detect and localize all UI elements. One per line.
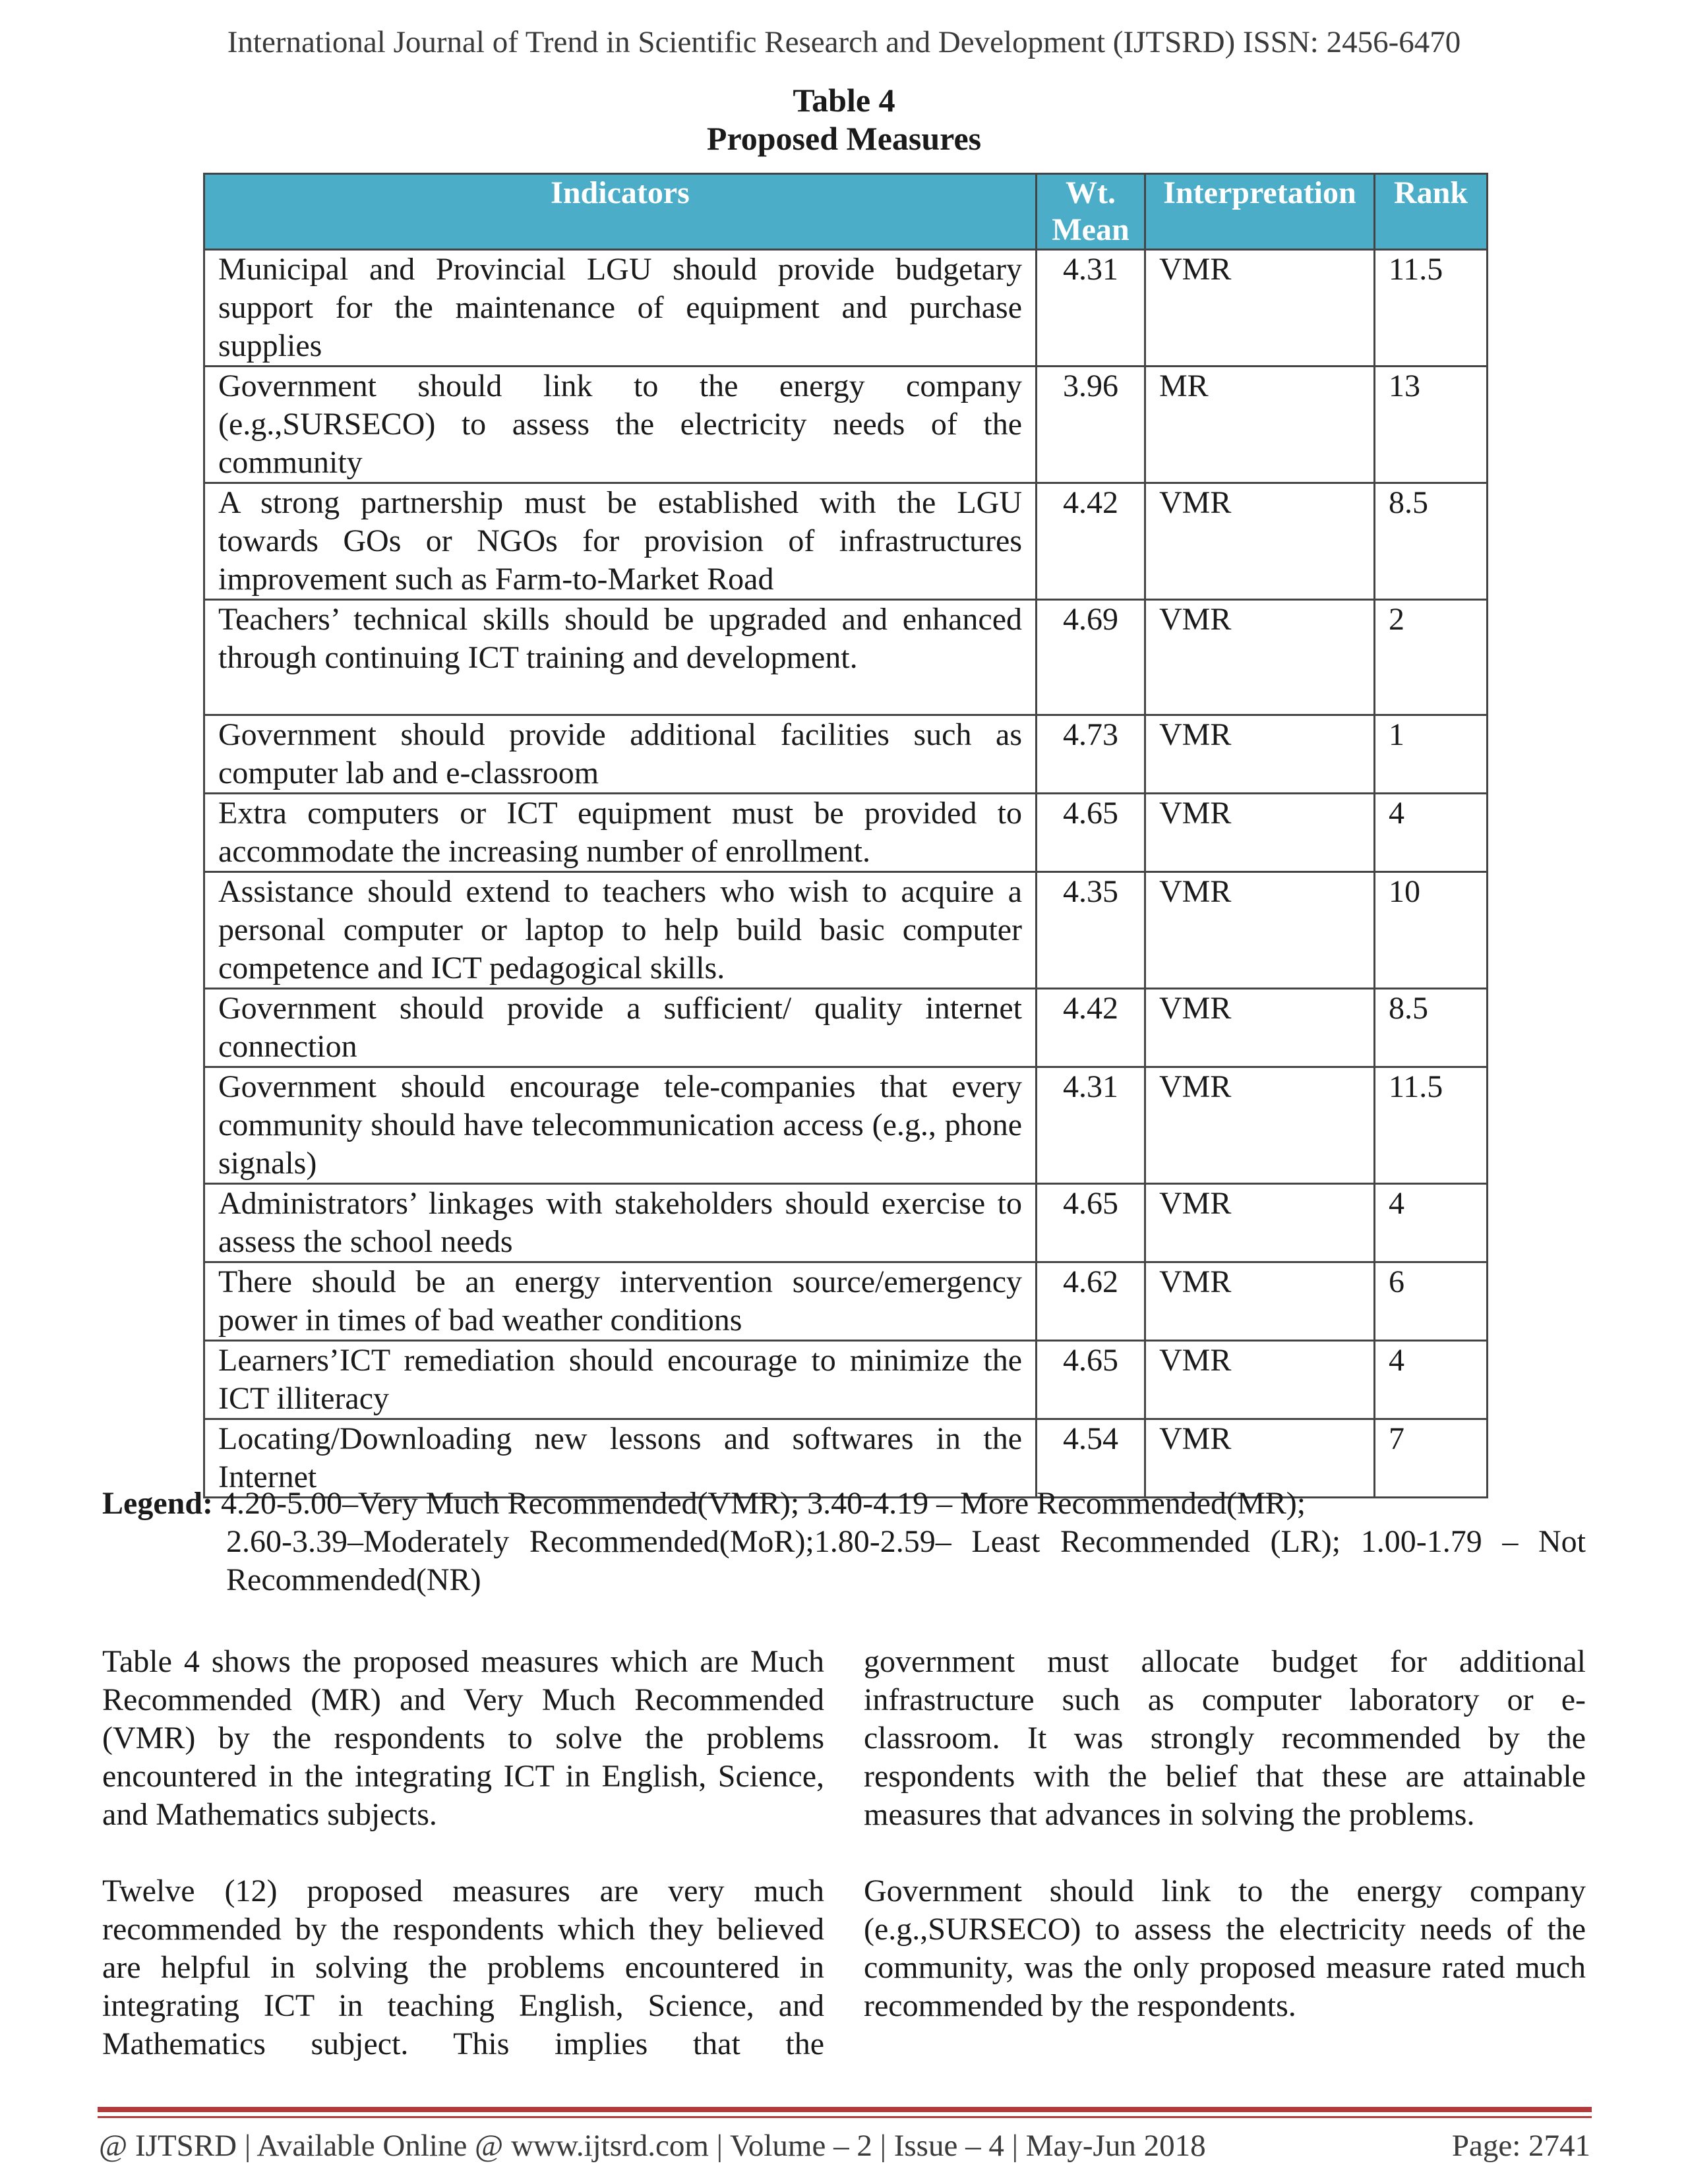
cell-rank: 6 <box>1375 1262 1488 1341</box>
table-number: Table 4 <box>793 82 895 119</box>
cell-indicator: Government should provide a sufficient/ quality internet connection <box>204 989 1037 1067</box>
page-number: Page: 2741 <box>1451 2129 1590 2163</box>
table-row <box>204 989 1488 1067</box>
cell-rank: 11.5 <box>1375 1067 1488 1184</box>
table-header-row <box>204 174 1488 250</box>
body-paragraph: government must allocate budget for additional infrastructure such as computer laboratory or e-classroom. It was strongly recommended by the respondents with the belief that these are attainable measures that advances in solving the problems. <box>864 1644 1586 1832</box>
cell-indicator: There should be an energy intervention source/emergency power in times of bad weather conditions <box>204 1262 1037 1341</box>
cell-interpretation: VMR <box>1145 1262 1375 1341</box>
table-row <box>204 1341 1488 1419</box>
cell-indicator: Government should encourage tele-companies that every community should have telecommunication access (e.g., phone signals) <box>204 1067 1037 1184</box>
cell-indicator: Teachers’ technical skills should be upgraded and enhanced through continuing ICT training and development. <box>204 600 1037 715</box>
cell-rank: 8.5 <box>1375 989 1488 1067</box>
cell-wt-mean: 4.65 <box>1037 1341 1145 1419</box>
cell-wt-mean: 4.73 <box>1037 715 1145 794</box>
body-paragraph: Table 4 shows the proposed measures which are Much Recommended (MR) and Very Much Recommended (VMR) by the respondents to solve the problems encountered in the integrating ICT in English, Science, and Mathematics subjects. <box>102 1644 824 1832</box>
cell-interpretation: VMR <box>1145 483 1375 600</box>
cell-indicator: Learners’ICT remediation should encourage to minimize the ICT illiteracy <box>204 1341 1037 1419</box>
table-row <box>204 483 1488 600</box>
cell-interpretation: VMR <box>1145 1184 1375 1262</box>
cell-wt-mean: 3.96 <box>1037 367 1145 483</box>
table-row <box>204 1262 1488 1341</box>
cell-indicator: Extra computers or ICT equipment must be provided to accommodate the increasing number of enrollment. <box>204 794 1037 872</box>
body-column-left <box>102 1643 824 2102</box>
legend <box>102 1485 1586 1599</box>
table-row <box>204 1184 1488 1262</box>
cell-rank: 10 <box>1375 872 1488 989</box>
footer-info: @ IJTSRD | Available Online @ www.ijtsrd.com | Volume – 2 | Issue – 4 | May-Jun 2018 <box>99 2129 1206 2163</box>
cell-interpretation: VMR <box>1145 715 1375 794</box>
cell-rank: 8.5 <box>1375 483 1488 600</box>
cell-interpretation: VMR <box>1145 794 1375 872</box>
footer-rule-thin <box>98 2116 1592 2118</box>
cell-rank: 11.5 <box>1375 250 1488 367</box>
cell-rank: 7 <box>1375 1419 1488 1498</box>
table-row <box>204 367 1488 483</box>
cell-interpretation: VMR <box>1145 1341 1375 1419</box>
legend-label: Legend: <box>102 1486 213 1521</box>
cell-wt-mean: 4.42 <box>1037 989 1145 1067</box>
body-paragraph: Government should link to the energy company (e.g.,SURSECO) to assess the electricity needs of the community, was the only proposed measure rated much recommended by the respondents. <box>864 1874 1586 2023</box>
table-title: Proposed Measures <box>706 120 982 157</box>
cell-wt-mean: 4.69 <box>1037 600 1145 715</box>
table-row <box>204 872 1488 989</box>
table-row <box>204 1067 1488 1184</box>
cell-wt-mean: 4.31 <box>1037 250 1145 367</box>
body-paragraph: Twelve (12) proposed measures are very much recommended by the respondents which they believed are helpful in solving the problems encountered in integrating ICT in teaching English, Science, and Mathematics subject. This implies that the <box>102 1874 824 2061</box>
cell-interpretation: MR <box>1145 367 1375 483</box>
cell-wt-mean: 4.65 <box>1037 1184 1145 1262</box>
legend-line-2: 2.60-3.39–Moderately Recommended(MoR);1.80-2.59– Least Recommended (LR); 1.00-1.79 – Not Recommended(NR) <box>226 1524 1586 1597</box>
cell-rank: 4 <box>1375 794 1488 872</box>
cell-rank: 1 <box>1375 715 1488 794</box>
table-row <box>204 715 1488 794</box>
cell-interpretation: VMR <box>1145 1067 1375 1184</box>
table-row <box>204 600 1488 715</box>
cell-indicator: Municipal and Provincial LGU should provide budgetary support for the maintenance of equipment and purchase supplies <box>204 250 1037 367</box>
column-header-indicators: Indicators <box>204 174 1037 250</box>
cell-wt-mean: 4.35 <box>1037 872 1145 989</box>
cell-wt-mean: 4.62 <box>1037 1262 1145 1341</box>
cell-indicator: Assistance should extend to teachers who wish to acquire a personal computer or laptop to help build basic computer competence and ICT pedagogical skills. <box>204 872 1037 989</box>
cell-indicator: A strong partnership must be established with the LGU towards GOs or NGOs for provision of infrastructures improvement such as Farm-to-Market Road <box>204 483 1037 600</box>
body-column-right <box>864 1643 1586 2063</box>
column-header-rank: Rank <box>1375 174 1488 250</box>
table-row <box>204 250 1488 367</box>
cell-rank: 4 <box>1375 1184 1488 1262</box>
cell-wt-mean: 4.31 <box>1037 1067 1145 1184</box>
proposed-measures-table <box>203 173 1488 1498</box>
legend-line-1: 4.20-5.00–Very Much Recommended(VMR); 3.40-4.19 – More Recommended(MR); <box>221 1486 1306 1521</box>
cell-interpretation: VMR <box>1145 600 1375 715</box>
cell-rank: 13 <box>1375 367 1488 483</box>
column-header-interpretation: Interpretation <box>1145 174 1375 250</box>
cell-interpretation: VMR <box>1145 989 1375 1067</box>
column-header-wt-mean: Wt. Mean <box>1037 174 1145 250</box>
journal-header: International Journal of Trend in Scientific Research and Development (IJTSRD) ISSN: 2456-6470 <box>227 25 1461 59</box>
cell-wt-mean: 4.42 <box>1037 483 1145 600</box>
cell-rank: 2 <box>1375 600 1488 715</box>
table-body <box>204 250 1488 1498</box>
cell-rank: 4 <box>1375 1341 1488 1419</box>
cell-indicator: Government should link to the energy company (e.g.,SURSECO) to assess the electricity needs of the community <box>204 367 1037 483</box>
cell-wt-mean: 4.54 <box>1037 1419 1145 1498</box>
cell-indicator: Government should provide additional facilities such as computer lab and e-classroom <box>204 715 1037 794</box>
cell-indicator: Administrators’ linkages with stakeholders should exercise to assess the school needs <box>204 1184 1037 1262</box>
page-footer <box>99 2123 1590 2169</box>
table-row <box>204 794 1488 872</box>
cell-wt-mean: 4.65 <box>1037 794 1145 872</box>
cell-interpretation: VMR <box>1145 1419 1375 1498</box>
cell-indicator: Locating/Downloading new lessons and softwares in the Internet <box>204 1419 1037 1498</box>
cell-interpretation: VMR <box>1145 250 1375 367</box>
cell-interpretation: VMR <box>1145 872 1375 989</box>
footer-rule <box>98 2107 1592 2112</box>
